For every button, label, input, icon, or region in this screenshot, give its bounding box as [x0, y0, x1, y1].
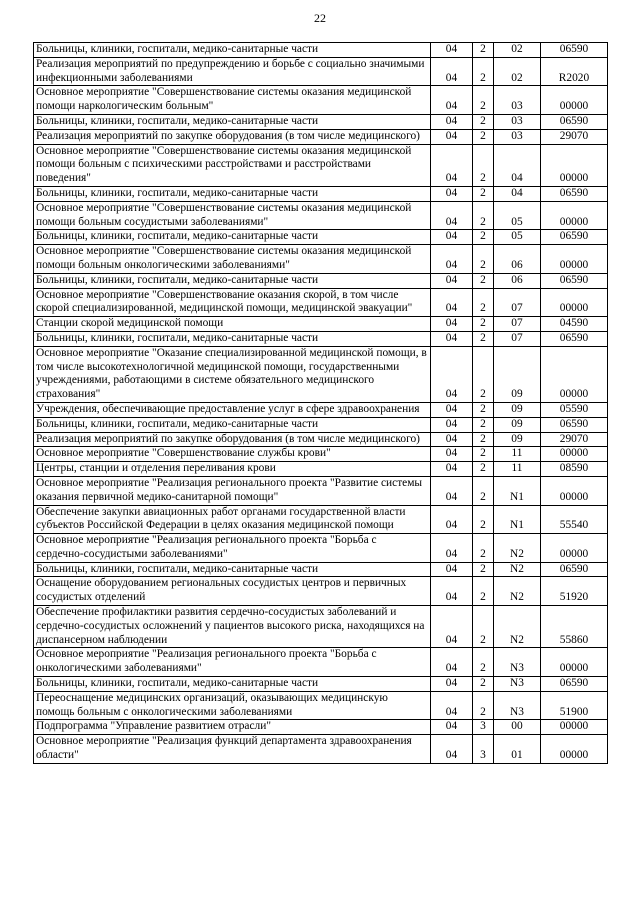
table-row [34, 114, 608, 129]
activity-code-cell: 06 [494, 273, 541, 288]
subprogram-code-cell: 2 [473, 677, 494, 692]
subprogram-code-cell: 2 [473, 462, 494, 477]
section-code-cell: 04 [431, 273, 473, 288]
row-name-cell: Подпрограмма "Управление развитием отрасли" [34, 720, 431, 735]
subprogram-code-cell: 2 [473, 331, 494, 346]
row-name-cell: Оснащение оборудованием региональных сосудистых центров и первичных сосудистых отделений [34, 577, 431, 606]
direction-code-cell: 55540 [541, 505, 608, 534]
activity-code-cell: N2 [494, 534, 541, 563]
direction-code-cell: 29070 [541, 129, 608, 144]
table-row [34, 129, 608, 144]
direction-code-cell: 55860 [541, 606, 608, 648]
direction-code-cell: 00000 [541, 288, 608, 317]
activity-code-cell: N3 [494, 691, 541, 720]
section-code-cell: 04 [431, 432, 473, 447]
table-row [34, 331, 608, 346]
section-code-cell: 04 [431, 201, 473, 230]
row-name-cell: Центры, станции и отделения переливания крови [34, 462, 431, 477]
row-name-cell: Обеспечение профилактики развития сердечно-сосудистых заболеваний и сердечно-сосудистых осложнений у пациентов высокого риска, находящихся на диспансерном наблюдении [34, 606, 431, 648]
section-code-cell: 04 [431, 402, 473, 417]
table-row [34, 273, 608, 288]
table-row [34, 317, 608, 332]
table-row [34, 735, 608, 764]
table-row [34, 144, 608, 186]
direction-code-cell: 08590 [541, 462, 608, 477]
row-name-cell: Основное мероприятие "Реализация регионального проекта "Борьба с онкологическими заболеваниями" [34, 648, 431, 677]
direction-code-cell: 04590 [541, 317, 608, 332]
activity-code-cell: 06 [494, 245, 541, 274]
table-row [34, 43, 608, 58]
section-code-cell: 04 [431, 57, 473, 86]
row-name-cell: Реализация мероприятий по закупке оборудования (в том числе медицинского) [34, 432, 431, 447]
direction-code-cell: 06590 [541, 230, 608, 245]
section-code-cell: 04 [431, 476, 473, 505]
table-row [34, 562, 608, 577]
table-row [34, 677, 608, 692]
row-name-cell: Обеспечение закупки авиационных работ органами государственной власти субъектов Российской Федерации в целях оказания медицинской помощи [34, 505, 431, 534]
page-number: 22 [314, 11, 326, 25]
direction-code-cell: R2020 [541, 57, 608, 86]
activity-code-cell: 01 [494, 735, 541, 764]
activity-code-cell: 09 [494, 346, 541, 402]
row-name-cell: Больницы, клиники, госпитали, медико-санитарные части [34, 114, 431, 129]
section-code-cell: 04 [431, 245, 473, 274]
direction-code-cell: 06590 [541, 186, 608, 201]
table-row [34, 720, 608, 735]
section-code-cell: 04 [431, 331, 473, 346]
direction-code-cell: 06590 [541, 417, 608, 432]
direction-code-cell: 00000 [541, 245, 608, 274]
table-row [34, 648, 608, 677]
subprogram-code-cell: 2 [473, 201, 494, 230]
row-name-cell: Больницы, клиники, госпитали, медико-санитарные части [34, 331, 431, 346]
table-body [34, 43, 608, 764]
direction-code-cell: 00000 [541, 534, 608, 563]
budget-classification-table [33, 42, 608, 764]
section-code-cell: 04 [431, 606, 473, 648]
subprogram-code-cell: 3 [473, 735, 494, 764]
direction-code-cell: 00000 [541, 201, 608, 230]
table-row [34, 402, 608, 417]
activity-code-cell: 03 [494, 114, 541, 129]
table-row [34, 447, 608, 462]
row-name-cell: Основное мероприятие "Совершенствование службы крови" [34, 447, 431, 462]
table-row [34, 606, 608, 648]
subprogram-code-cell: 2 [473, 606, 494, 648]
row-name-cell: Больницы, клиники, госпитали, медико-санитарные части [34, 230, 431, 245]
section-code-cell: 04 [431, 577, 473, 606]
subprogram-code-cell: 2 [473, 534, 494, 563]
section-code-cell: 04 [431, 346, 473, 402]
activity-code-cell: 03 [494, 129, 541, 144]
row-name-cell: Больницы, клиники, госпитали, медико-санитарные части [34, 562, 431, 577]
subprogram-code-cell: 2 [473, 402, 494, 417]
table-row [34, 691, 608, 720]
row-name-cell: Основное мероприятие "Совершенствование системы оказания медицинской помощи больным онкологическими заболеваниями" [34, 245, 431, 274]
row-name-cell: Больницы, клиники, госпитали, медико-санитарные части [34, 186, 431, 201]
row-name-cell: Реализация мероприятий по предупреждению и борьбе с социально значимыми инфекционными заболеваниями [34, 57, 431, 86]
row-name-cell: Основное мероприятие "Совершенствование системы оказания медицинской помощи больным сосудистыми заболеваниями" [34, 201, 431, 230]
table-row [34, 230, 608, 245]
table-row [34, 186, 608, 201]
subprogram-code-cell: 2 [473, 648, 494, 677]
section-code-cell: 04 [431, 648, 473, 677]
activity-code-cell: 05 [494, 230, 541, 245]
direction-code-cell: 00000 [541, 476, 608, 505]
direction-code-cell: 06590 [541, 114, 608, 129]
section-code-cell: 04 [431, 735, 473, 764]
activity-code-cell: N2 [494, 606, 541, 648]
subprogram-code-cell: 2 [473, 273, 494, 288]
row-name-cell: Больницы, клиники, госпитали, медико-санитарные части [34, 417, 431, 432]
activity-code-cell: 02 [494, 43, 541, 58]
direction-code-cell: 00000 [541, 346, 608, 402]
subprogram-code-cell: 2 [473, 476, 494, 505]
section-code-cell: 04 [431, 562, 473, 577]
subprogram-code-cell: 2 [473, 691, 494, 720]
table-row [34, 346, 608, 402]
subprogram-code-cell: 2 [473, 245, 494, 274]
section-code-cell: 04 [431, 447, 473, 462]
direction-code-cell: 06590 [541, 43, 608, 58]
activity-code-cell: 04 [494, 144, 541, 186]
table-row [34, 288, 608, 317]
section-code-cell: 04 [431, 43, 473, 58]
direction-code-cell: 51920 [541, 577, 608, 606]
row-name-cell: Реализация мероприятий по закупке оборудования (в том числе медицинского) [34, 129, 431, 144]
table-row [34, 462, 608, 477]
row-name-cell: Основное мероприятие "Оказание специализированной медицинской помощи, в том числе высокотехнологичной медицинской помощи, государственными учреждениями, работающими в системе обязательного медицинского страхования" [34, 346, 431, 402]
subprogram-code-cell: 2 [473, 432, 494, 447]
row-name-cell: Основное мероприятие "Реализация функций департамента здравоохранения области" [34, 735, 431, 764]
activity-code-cell: 09 [494, 417, 541, 432]
row-name-cell: Основное мероприятие "Совершенствование системы оказания медицинской помощи больным с психическими расстройствами и расстройствами поведения" [34, 144, 431, 186]
row-name-cell: Больницы, клиники, госпитали, медико-санитарные части [34, 273, 431, 288]
section-code-cell: 04 [431, 534, 473, 563]
section-code-cell: 04 [431, 86, 473, 115]
section-code-cell: 04 [431, 691, 473, 720]
subprogram-code-cell: 2 [473, 186, 494, 201]
subprogram-code-cell: 2 [473, 114, 494, 129]
subprogram-code-cell: 2 [473, 577, 494, 606]
activity-code-cell: N2 [494, 562, 541, 577]
row-name-cell: Основное мероприятие "Реализация регионального проекта "Борьба с сердечно-сосудистыми заболеваниями" [34, 534, 431, 563]
direction-code-cell: 00000 [541, 144, 608, 186]
direction-code-cell: 06590 [541, 331, 608, 346]
activity-code-cell: N1 [494, 505, 541, 534]
row-name-cell: Основное мероприятие "Совершенствование системы оказания медицинской помощи наркологическим больным" [34, 86, 431, 115]
section-code-cell: 04 [431, 114, 473, 129]
row-name-cell: Станции скорой медицинской помощи [34, 317, 431, 332]
direction-code-cell: 06590 [541, 273, 608, 288]
table-row [34, 505, 608, 534]
section-code-cell: 04 [431, 505, 473, 534]
subprogram-code-cell: 2 [473, 346, 494, 402]
section-code-cell: 04 [431, 677, 473, 692]
activity-code-cell: 11 [494, 447, 541, 462]
section-code-cell: 04 [431, 317, 473, 332]
table-row [34, 201, 608, 230]
subprogram-code-cell: 3 [473, 720, 494, 735]
direction-code-cell: 00000 [541, 735, 608, 764]
row-name-cell: Переоснащение медицинских организаций, оказывающих медицинскую помощь больным с онкологическими заболеваниями [34, 691, 431, 720]
table-row [34, 476, 608, 505]
table-row [34, 86, 608, 115]
section-code-cell: 04 [431, 144, 473, 186]
activity-code-cell: N1 [494, 476, 541, 505]
subprogram-code-cell: 2 [473, 562, 494, 577]
activity-code-cell: 09 [494, 432, 541, 447]
subprogram-code-cell: 2 [473, 129, 494, 144]
section-code-cell: 04 [431, 186, 473, 201]
subprogram-code-cell: 2 [473, 57, 494, 86]
table-row [34, 577, 608, 606]
activity-code-cell: 02 [494, 57, 541, 86]
section-code-cell: 04 [431, 288, 473, 317]
direction-code-cell: 05590 [541, 402, 608, 417]
direction-code-cell: 06590 [541, 677, 608, 692]
row-name-cell: Больницы, клиники, госпитали, медико-санитарные части [34, 43, 431, 58]
activity-code-cell: 00 [494, 720, 541, 735]
activity-code-cell: N3 [494, 677, 541, 692]
direction-code-cell: 29070 [541, 432, 608, 447]
row-name-cell: Основное мероприятие "Реализация регионального проекта "Развитие системы оказания первичной медико-санитарной помощи" [34, 476, 431, 505]
direction-code-cell: 00000 [541, 447, 608, 462]
table-row [34, 57, 608, 86]
activity-code-cell: 03 [494, 86, 541, 115]
subprogram-code-cell: 2 [473, 144, 494, 186]
row-name-cell: Учреждения, обеспечивающие предоставление услуг в сфере здравоохранения [34, 402, 431, 417]
activity-code-cell: N2 [494, 577, 541, 606]
direction-code-cell: 00000 [541, 86, 608, 115]
subprogram-code-cell: 2 [473, 86, 494, 115]
section-code-cell: 04 [431, 462, 473, 477]
activity-code-cell: 07 [494, 288, 541, 317]
section-code-cell: 04 [431, 129, 473, 144]
subprogram-code-cell: 2 [473, 447, 494, 462]
section-code-cell: 04 [431, 230, 473, 245]
subprogram-code-cell: 2 [473, 505, 494, 534]
subprogram-code-cell: 2 [473, 43, 494, 58]
direction-code-cell: 51900 [541, 691, 608, 720]
row-name-cell: Больницы, клиники, госпитали, медико-санитарные части [34, 677, 431, 692]
direction-code-cell: 00000 [541, 648, 608, 677]
subprogram-code-cell: 2 [473, 288, 494, 317]
row-name-cell: Основное мероприятие "Совершенствование оказания скорой, в том числе скорой специализированной, медицинской помощи, медицинской эвакуации" [34, 288, 431, 317]
activity-code-cell: N3 [494, 648, 541, 677]
activity-code-cell: 04 [494, 186, 541, 201]
direction-code-cell: 00000 [541, 720, 608, 735]
activity-code-cell: 07 [494, 317, 541, 332]
table-row [34, 417, 608, 432]
activity-code-cell: 09 [494, 402, 541, 417]
activity-code-cell: 07 [494, 331, 541, 346]
subprogram-code-cell: 2 [473, 317, 494, 332]
subprogram-code-cell: 2 [473, 417, 494, 432]
activity-code-cell: 11 [494, 462, 541, 477]
subprogram-code-cell: 2 [473, 230, 494, 245]
table-row [34, 245, 608, 274]
activity-code-cell: 05 [494, 201, 541, 230]
section-code-cell: 04 [431, 720, 473, 735]
direction-code-cell: 06590 [541, 562, 608, 577]
table-row [34, 534, 608, 563]
section-code-cell: 04 [431, 417, 473, 432]
table-row [34, 432, 608, 447]
